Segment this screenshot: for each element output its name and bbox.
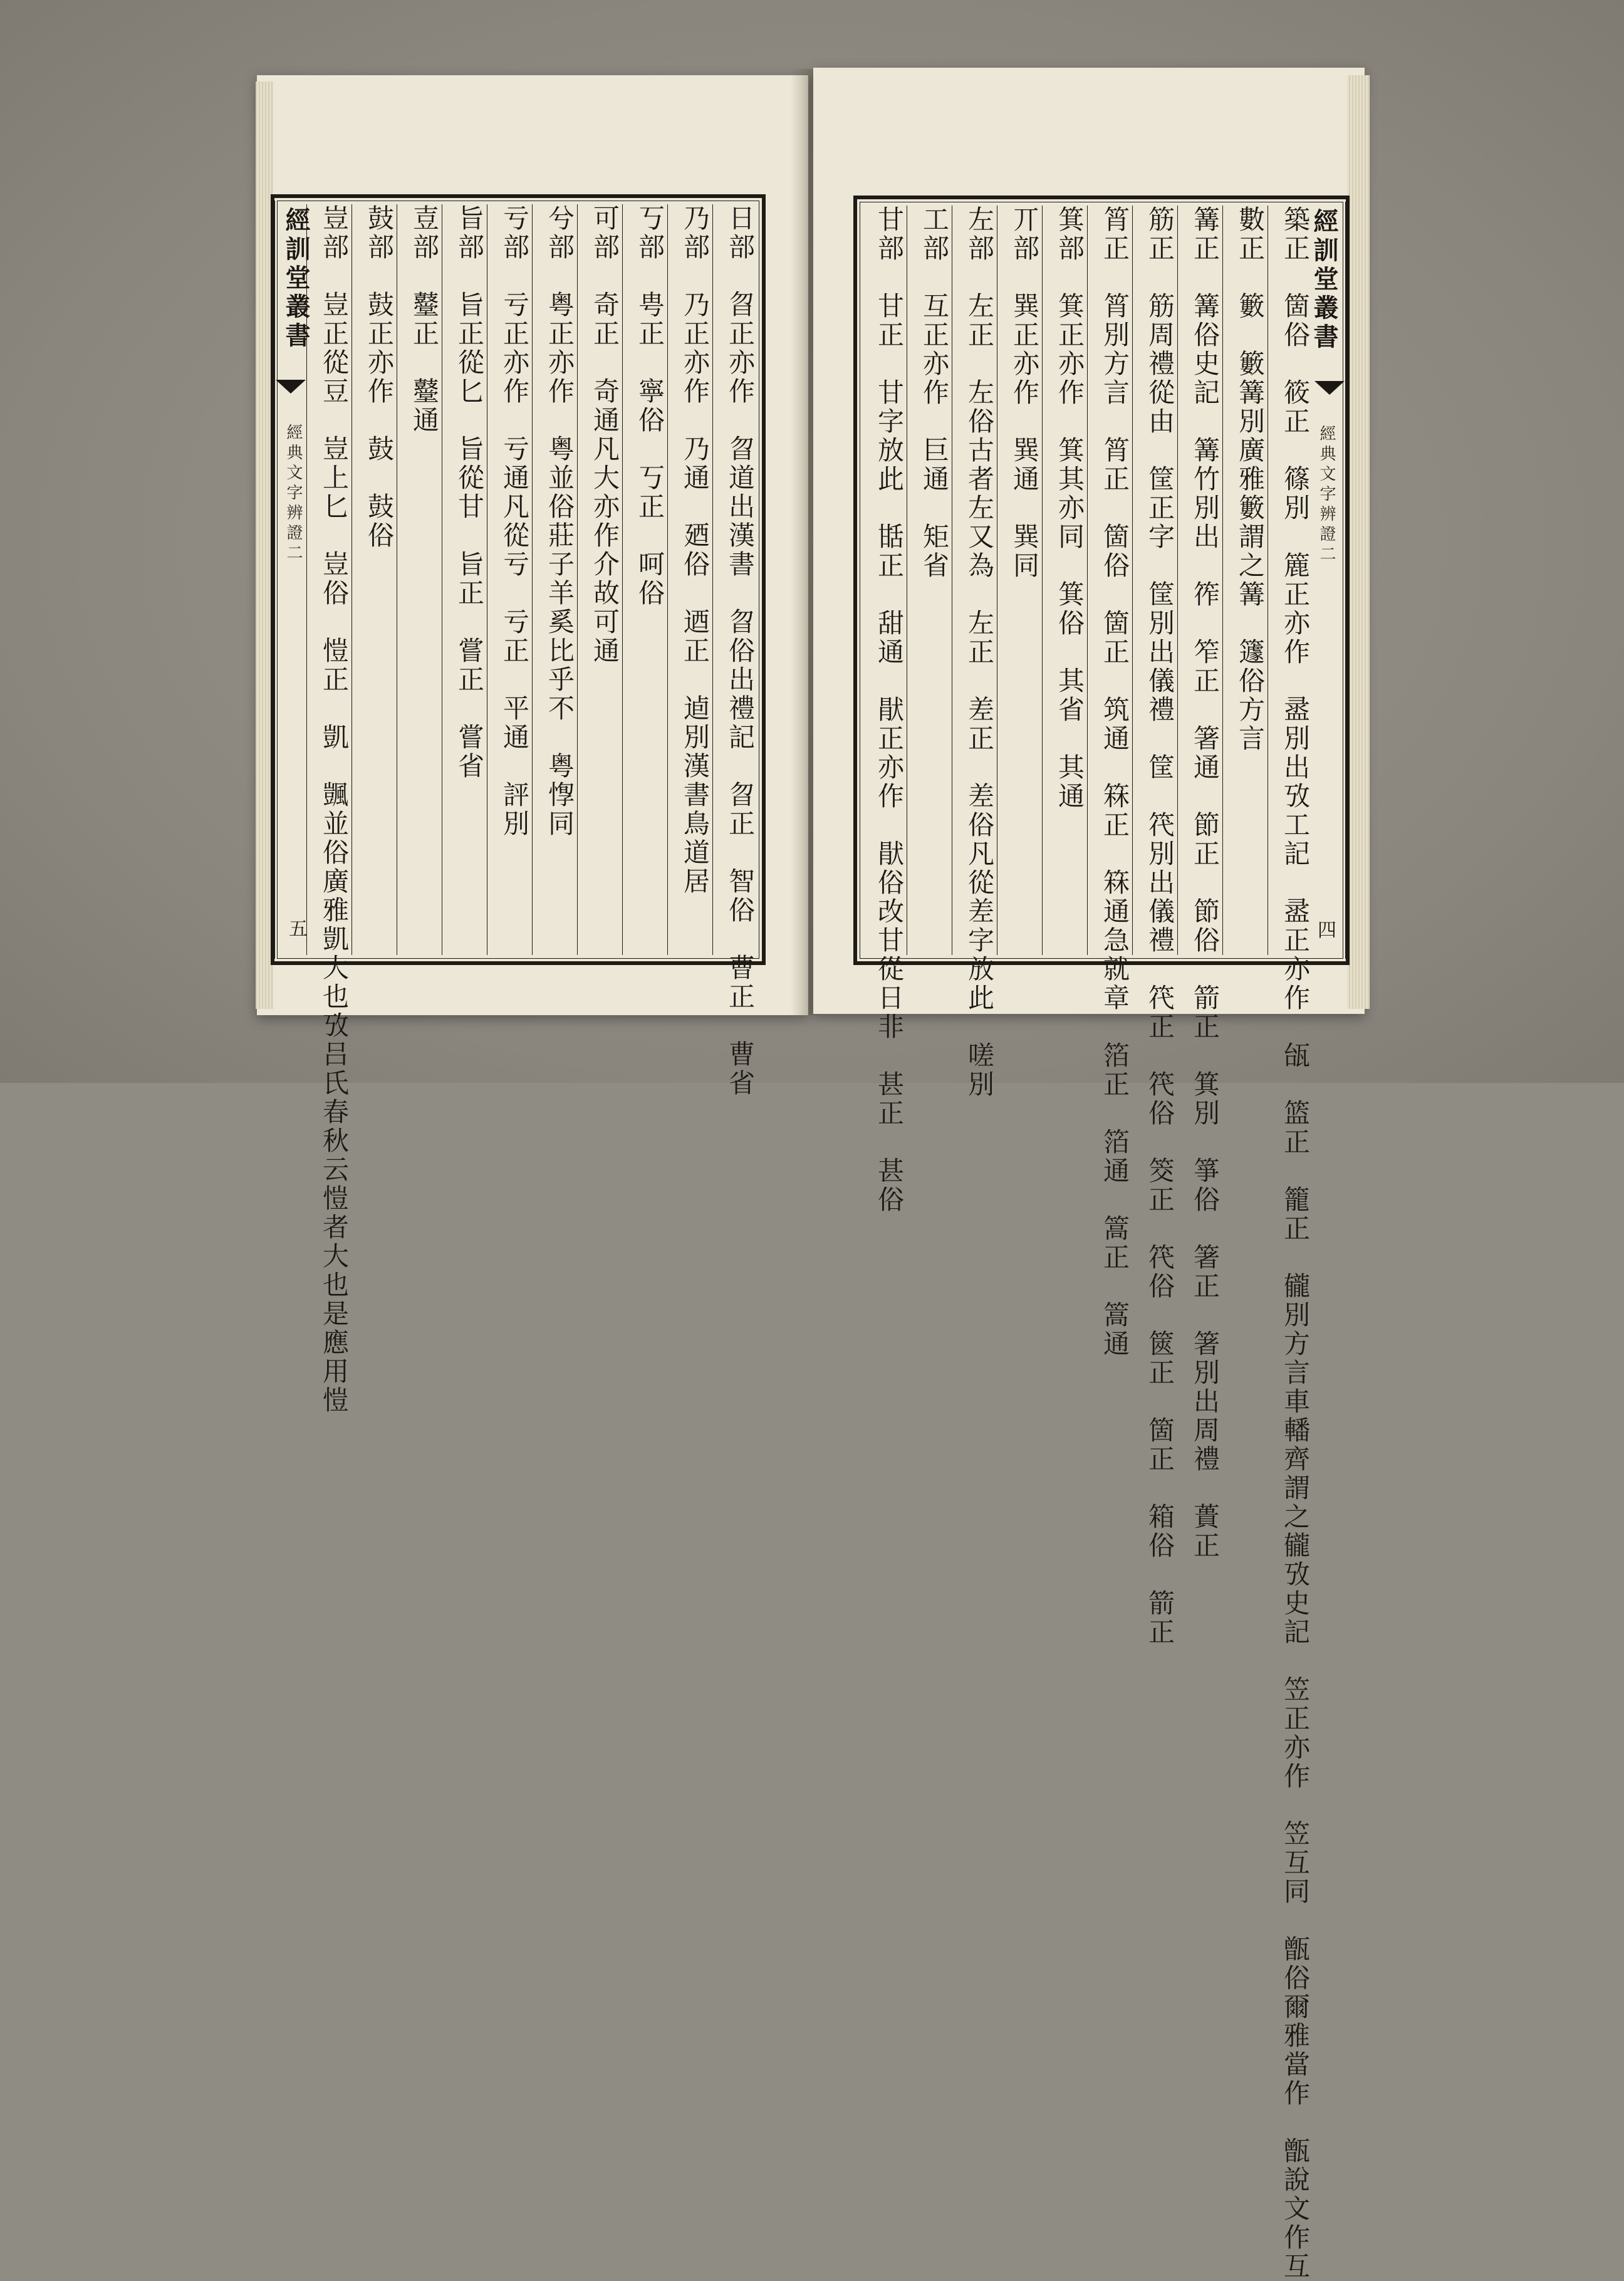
book-title: 經訓堂叢書 bbox=[281, 207, 311, 351]
text-column: 乃部 乃正亦作 乃通 廼俗 迺正 逌別漢書鳥道居 bbox=[667, 204, 708, 955]
text-column: 甘部 甘正 甘字放此 甛正 甜通 猒正亦作 猒俗改甘從日非 甚正 甚俗 bbox=[874, 206, 905, 1214]
text-column: 篝正 篝俗史記 篝竹別出 筰 笮正 箸通 節正 節俗 箭正 箕別 箏俗 箸正 箸別出周禮 蕢正 bbox=[1177, 206, 1218, 955]
fishtail-mark bbox=[1314, 381, 1345, 395]
page-number: 四 bbox=[1314, 920, 1336, 939]
book-subtitle: 經典文字辨證二 bbox=[284, 424, 303, 564]
text-column: 箕部 箕正亦作 箕其亦同 箕俗 其省 其通 bbox=[1042, 206, 1083, 955]
text-column: 兮部 粤正亦作 粤並俗莊子羊奚比乎不 粤惸同 bbox=[532, 204, 573, 955]
text-column: 丂部 甹正 寧俗 丂正 呵俗 bbox=[622, 204, 663, 955]
text-column: 鼓部 鼓正亦作 鼓 鼓俗 bbox=[351, 204, 392, 955]
text-column: 旨部 旨正從匕 旨從甘 旨正 嘗正 嘗省 bbox=[442, 204, 482, 955]
book-subtitle: 經典文字辨證二 bbox=[1317, 425, 1336, 565]
text-column: 亏部 亏正亦作 亏通凡從亏 亏正 平通 評別 bbox=[487, 204, 528, 955]
right-page-edge bbox=[1347, 75, 1370, 1009]
page-number: 五 bbox=[285, 919, 307, 937]
text-column: 豈部 豈正從豆 豈上匕 豈俗 愷正 凱 颽並俗廣雅凱大也攷吕氏春秋云愷者大也是應用愷 bbox=[306, 204, 347, 955]
text-column: 可部 奇正 奇通凡大亦作介故可通 bbox=[577, 204, 618, 955]
text-column: 左部 左正 左俗古者左又為 左正 差正 差俗凡從差字放此 嗟別 bbox=[952, 206, 992, 955]
text-column: 壴部 鼞正 鼞通 bbox=[397, 204, 437, 955]
text-column: 日部 㫚正亦作 曶道出漢書 曶俗出禮記 曶正 智俗 曹正 曹省 bbox=[712, 204, 753, 955]
text-column: 丌部 巽正亦作 巽通 巽同 bbox=[997, 206, 1038, 955]
text-column: 工部 互正亦作 巨通 矩省 bbox=[907, 206, 947, 955]
fishtail-mark bbox=[276, 380, 306, 394]
text-column: 筲正 筲別方言 筲正 箇俗 箇正 筑通 箖正 箖通急就章 箔正 箔通 篙正 篙通 bbox=[1087, 206, 1128, 955]
right-page-frame bbox=[853, 196, 1350, 2281]
text-column: 筋正 筋周禮從由 筐正字 筐別出儀禮 筐 笩別出儀禮 笩正 笩俗 筊正 笩俗 篋正 箇正 箱俗 箭正 bbox=[1132, 206, 1173, 955]
left-page-frame bbox=[271, 194, 766, 1415]
book-title: 經訓堂叢書 bbox=[1309, 208, 1339, 352]
text-column: 數正 籔 籔篝別廣雅籔謂之篝 籧俗方言 bbox=[1222, 206, 1263, 955]
text-column: 築正 箇俗 筱正 篠別 簏正亦作 盝別出攷工記 盝正亦作 瓵 篮正 籠正 龓別方言車轓齊謂之龓攷史記 笠正亦作 笠互同 甑俗爾雅當作 甑說文作互 bbox=[1267, 206, 1308, 955]
